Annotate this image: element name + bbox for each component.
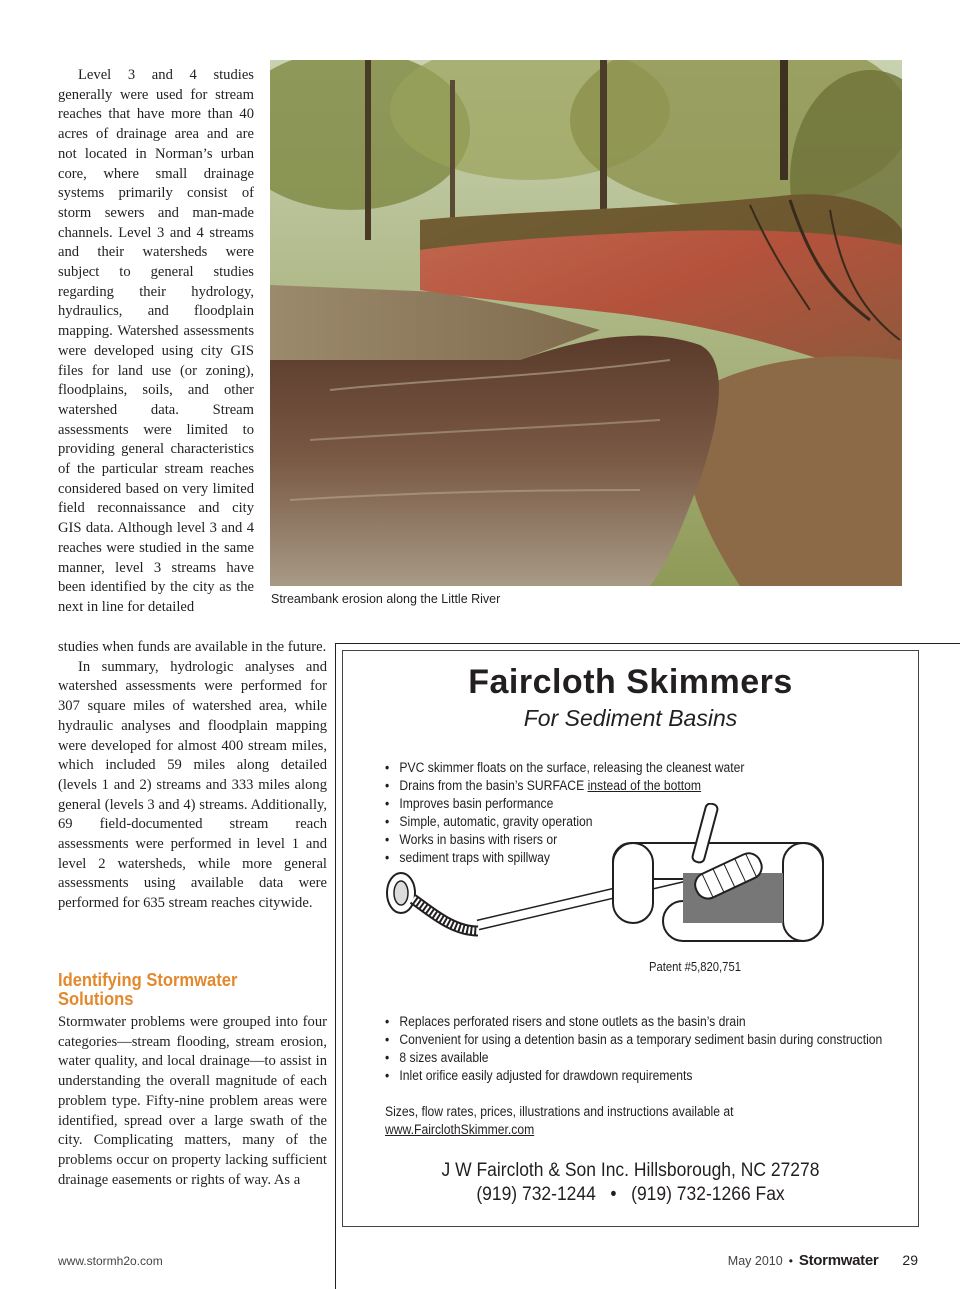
ad-feature-drains-underlined: instead of the bottom [587, 778, 702, 793]
footer-website[interactable]: www.stormh2o.com [58, 1254, 163, 1268]
ad-feature-item: • Simple, automatic, gravity operation [385, 813, 763, 831]
ad-benefit-list [385, 1013, 907, 1085]
paragraph-summary: In summary, hydrologic analyses and watershed assessments were performed for 307 square miles of watershed area, while hydraulic analyses and floodplain mapping were developed for almost 400 stream miles, which included 59 miles along detailed (levels 1 and 2) streams and 333 miles along general (levels 3 and 4) streams. Additionally, 69 field-documented stream reach assessments were performed in level 1 and level 2 watersheds, while more general assessments using available data were performed for 635 stream reaches citywide. [58, 658, 327, 912]
ad-phone-separator: • [610, 1184, 617, 1205]
paragraph-stormwater-problems: Stormwater problems were grouped into four categories—stream flooding, stream erosion, water quality, and local drainage—to assist in understanding the overall magnitude of each problem type. Fifty-nine problem areas were identified, spread over a large swath of the city. Complicating matters, many of the problems occur on property lacking sufficient drainage easements or rights of way. As a [58, 1014, 327, 1188]
ad-benefit-item: • Convenient for using a detention basin as a temporary sediment basin during construction [385, 1031, 907, 1049]
ad-info-text: Sizes, flow rates, prices, illustrations and instructions available at [385, 1104, 734, 1119]
ad-subtitle: For Sediment Basins [523, 705, 738, 731]
ad-fax: (919) 732-1266 Fax [631, 1184, 785, 1205]
footer-brand: Stormwater [798, 1252, 879, 1269]
ad-feature-item: • PVC skimmer floats on the surface, releasing the cleanest water [385, 759, 763, 777]
ad-title: Faircloth Skimmers [468, 663, 793, 701]
ad-feature-item-continued: • sediment traps with spillway [385, 849, 763, 867]
ad-frame-rule-top [335, 643, 960, 644]
streambank-photo [270, 60, 902, 586]
ad-website-link[interactable]: www.FairclothSkimmer.com [385, 1122, 535, 1137]
body-text-column-bottom [58, 1013, 327, 1190]
paragraph-continuation: studies when funds are available in the future. [58, 639, 327, 655]
skimmer-illustration [383, 803, 853, 1003]
ad-benefit-item: • Inlet orifice easily adjusted for drawdown requirements [385, 1067, 907, 1085]
ad-feature-item [385, 777, 763, 795]
ad-company-name: J W Faircloth & Son Inc. Hillsborough, NC 27278 [441, 1160, 820, 1181]
body-text-column-top [58, 66, 254, 618]
ad-feature-drains-text: Drains from the basin’s SURFACE [399, 778, 588, 793]
paragraph-level-3-4: Level 3 and 4 studies generally were used for stream reaches that have more than 40 acres of drainage area and are not located in Norman’s urban core, where small drainage systems primarily consist of storm sewers and man-made channels. Level 3 and 4 streams and their watersheds were subject to general studies regarding their hydrology, hydraulics, and floodplain mapping. Watershed assessments were developed using city GIS files for land use (or zoning), floodplains, soils, and other watershed data. Stream assessments were limited to providing general characteristics of the particular stream reaches considered based on very limited field reconnaissance and city GIS data. Although level 3 and 4 reaches were studied in the same manner, level 3 streams have been identified by the city as the next in line for detailed [58, 67, 254, 615]
ad-feature-item: • Improves basin performance [385, 795, 763, 813]
ad-benefit-item: • 8 sizes available [385, 1049, 907, 1067]
ad-phone: (919) 732-1244 [476, 1184, 596, 1205]
page-number: 29 [902, 1252, 918, 1268]
ad-patent: Patent #5,820,751 [649, 960, 741, 974]
footer-date: May 2010 [727, 1254, 783, 1268]
photo-caption: Streambank erosion along the Little River [271, 592, 501, 606]
body-text-column-middle [58, 638, 327, 914]
streambank-photo-illustration [270, 60, 902, 586]
footer-bullet: • [788, 1254, 793, 1268]
section-heading: Identifying Stormwater Solutions [58, 970, 238, 1009]
faircloth-skimmer-ad[interactable] [342, 650, 919, 1227]
ad-info [385, 1103, 835, 1139]
ad-feature-item: • Works in basins with risers or [385, 831, 763, 849]
footer-folio [728, 1252, 918, 1269]
ad-phone-line [366, 1183, 895, 1207]
ad-benefit-item: • Replaces perforated risers and stone outlets as the basin’s drain [385, 1013, 907, 1031]
ad-contact [366, 1159, 895, 1207]
ad-frame-rule-left [335, 643, 336, 1289]
